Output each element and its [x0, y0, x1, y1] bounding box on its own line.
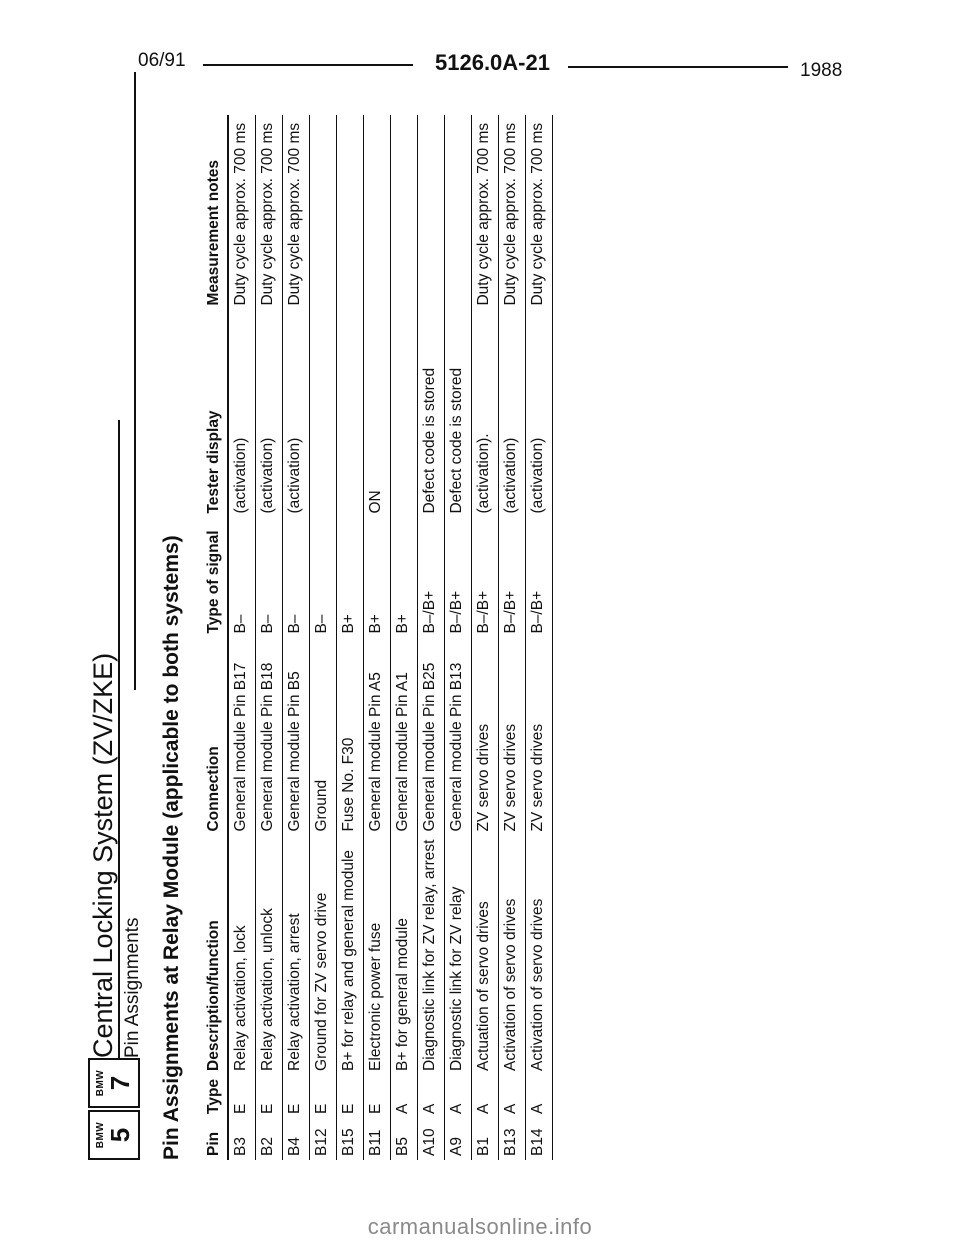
- cell-description: Electronic power fuse: [364, 836, 391, 1075]
- cell-type: A: [445, 1075, 472, 1118]
- cell-description: Actuation of servo drives: [472, 836, 499, 1075]
- table-row: [445, 115, 472, 1160]
- cell-signal-type: B–: [228, 518, 256, 638]
- site-watermark: carmanualsonline.info: [367, 1214, 593, 1239]
- col-header-signal-type: Type of signal: [202, 518, 228, 638]
- cell-type: E: [283, 1075, 310, 1118]
- cell-description: Diagnostic link for ZV relay, arrest: [418, 836, 445, 1075]
- cell-connection: Fuse No. F30: [337, 638, 364, 836]
- cell-description: Relay activation, arrest: [283, 836, 310, 1075]
- cell-tester-display: (activation): [228, 310, 256, 518]
- cell-pin: B1: [472, 1118, 499, 1160]
- cell-type: A: [418, 1075, 445, 1118]
- cell-tester-display: [391, 310, 418, 518]
- cell-signal-type: B–/B+: [472, 518, 499, 638]
- cell-type: E: [256, 1075, 283, 1118]
- cell-signal-type: B–/B+: [445, 518, 472, 638]
- table-row: [418, 115, 445, 1160]
- cell-tester-display: (activation): [256, 310, 283, 518]
- cell-type: A: [526, 1075, 553, 1118]
- header-rule-right: [568, 66, 788, 68]
- cell-pin: B3: [228, 1118, 256, 1160]
- cell-connection: General module Pin B25: [418, 638, 445, 836]
- rotated-content: [88, 115, 568, 1160]
- table-row: [256, 115, 283, 1160]
- col-header-pin: Pin: [202, 1118, 228, 1160]
- cell-tester-display: (activation).: [472, 310, 499, 518]
- cell-description: Relay activation, unlock: [256, 836, 283, 1075]
- table-row: [499, 115, 526, 1160]
- cell-type: A: [472, 1075, 499, 1118]
- cell-tester-display: (activation): [283, 310, 310, 518]
- cell-tester-display: (activation): [499, 310, 526, 518]
- cell-signal-type: B–/B+: [499, 518, 526, 638]
- cell-description: Relay activation, lock: [228, 836, 256, 1075]
- table-row: [228, 115, 256, 1160]
- table-row: [283, 115, 310, 1160]
- cell-description: Diagnostic link for ZV relay: [445, 836, 472, 1075]
- cell-tester-display: ON: [364, 310, 391, 518]
- cell-connection: General module Pin B18: [256, 638, 283, 836]
- cell-description: Activation of servo drives: [526, 836, 553, 1075]
- cell-signal-type: B–: [283, 518, 310, 638]
- cell-measurement-notes: [337, 115, 364, 310]
- cell-tester-display: [337, 310, 364, 518]
- cell-pin: B13: [499, 1118, 526, 1160]
- cell-measurement-notes: Duty cycle approx. 700 ms: [472, 115, 499, 310]
- cell-type: A: [391, 1075, 418, 1118]
- cell-measurement-notes: [391, 115, 418, 310]
- cell-description: B+ for relay and general module: [337, 836, 364, 1075]
- cell-connection: ZV servo drives: [472, 638, 499, 836]
- cell-pin: B2: [256, 1118, 283, 1160]
- logo-number: 7: [104, 1075, 135, 1091]
- cell-connection: General module Pin B5: [283, 638, 310, 836]
- cell-signal-type: B–: [256, 518, 283, 638]
- cell-measurement-notes: [418, 115, 445, 310]
- cell-type: E: [364, 1075, 391, 1118]
- cell-pin: B12: [310, 1118, 337, 1160]
- cell-type: E: [310, 1075, 337, 1118]
- cell-connection: General module Pin A1: [391, 638, 418, 836]
- page-subtitle: Pin Assignments: [122, 917, 143, 1058]
- cell-measurement-notes: Duty cycle approx. 700 ms: [526, 115, 553, 310]
- table-header-row: [202, 115, 228, 1160]
- cell-connection: ZV servo drives: [526, 638, 553, 836]
- cell-signal-type: B–/B+: [418, 518, 445, 638]
- cell-type: E: [228, 1075, 256, 1118]
- col-header-description: Description/function: [202, 836, 228, 1075]
- cell-connection: General module Pin B17: [228, 638, 256, 836]
- logo-brand: BMW: [94, 1069, 106, 1097]
- header-code: 5126.0A-21: [435, 50, 550, 75]
- cell-type: A: [499, 1075, 526, 1118]
- cell-connection: General module Pin A5: [364, 638, 391, 836]
- cell-description: Ground for ZV servo drive: [310, 836, 337, 1075]
- cell-measurement-notes: Duty cycle approx. 700 ms: [256, 115, 283, 310]
- cell-tester-display: Defect code is stored: [445, 310, 472, 518]
- col-header-tester-display: Tester display: [202, 310, 228, 518]
- bmw-7-series-logo: [88, 1058, 140, 1108]
- cell-measurement-notes: [445, 115, 472, 310]
- cell-pin: A10: [418, 1118, 445, 1160]
- section-title: Pin Assignments at Relay Module (applicable to both systems): [160, 535, 183, 1160]
- table-row: [526, 115, 553, 1160]
- table-row: [337, 115, 364, 1160]
- cell-measurement-notes: Duty cycle approx. 700 ms: [499, 115, 526, 310]
- cell-measurement-notes: [364, 115, 391, 310]
- cell-signal-type: B+: [364, 518, 391, 638]
- cell-tester-display: (activation): [526, 310, 553, 518]
- col-header-type: Type: [202, 1075, 228, 1118]
- cell-connection: ZV servo drives: [499, 638, 526, 836]
- cell-pin: B4: [283, 1118, 310, 1160]
- cell-signal-type: B+: [391, 518, 418, 638]
- col-header-measurement-notes: Measurement notes: [202, 115, 228, 310]
- cell-pin: B11: [364, 1118, 391, 1160]
- cell-measurement-notes: Duty cycle approx. 700 ms: [228, 115, 256, 310]
- cell-pin: B15: [337, 1118, 364, 1160]
- title-rule: [118, 420, 120, 1060]
- cell-pin: B5: [391, 1118, 418, 1160]
- cell-description: Activation of servo drives: [499, 836, 526, 1075]
- cell-pin: B14: [526, 1118, 553, 1160]
- table-row: [310, 115, 337, 1160]
- cell-connection: General module Pin B13: [445, 638, 472, 836]
- cell-pin: A9: [445, 1118, 472, 1160]
- logo-number: 5: [104, 1127, 135, 1143]
- cell-signal-type: B–: [310, 518, 337, 638]
- header-date: 06/91: [138, 50, 186, 71]
- cell-connection: Ground: [310, 638, 337, 836]
- cell-tester-display: [310, 310, 337, 518]
- cell-tester-display: Defect code is stored: [418, 310, 445, 518]
- col-header-connection: Connection: [202, 638, 228, 836]
- cell-measurement-notes: Duty cycle approx. 700 ms: [283, 115, 310, 310]
- cell-signal-type: B–/B+: [526, 518, 553, 638]
- header-year: 1988: [800, 60, 843, 81]
- cell-type: E: [337, 1075, 364, 1118]
- header-rule-left: [203, 64, 413, 66]
- cell-measurement-notes: [310, 115, 337, 310]
- table-row: [391, 115, 418, 1160]
- table-row: [364, 115, 391, 1160]
- cell-description: B+ for general module: [391, 836, 418, 1075]
- logo-brand: BMW: [94, 1121, 106, 1149]
- cell-signal-type: B+: [337, 518, 364, 638]
- page-title: Central Locking System (ZV/ZKE): [88, 652, 118, 1058]
- table-row: [472, 115, 499, 1160]
- pin-assignment-table: [202, 115, 553, 1160]
- bmw-5-series-logo: [88, 1110, 140, 1160]
- bmw-logo-group: [88, 1056, 140, 1160]
